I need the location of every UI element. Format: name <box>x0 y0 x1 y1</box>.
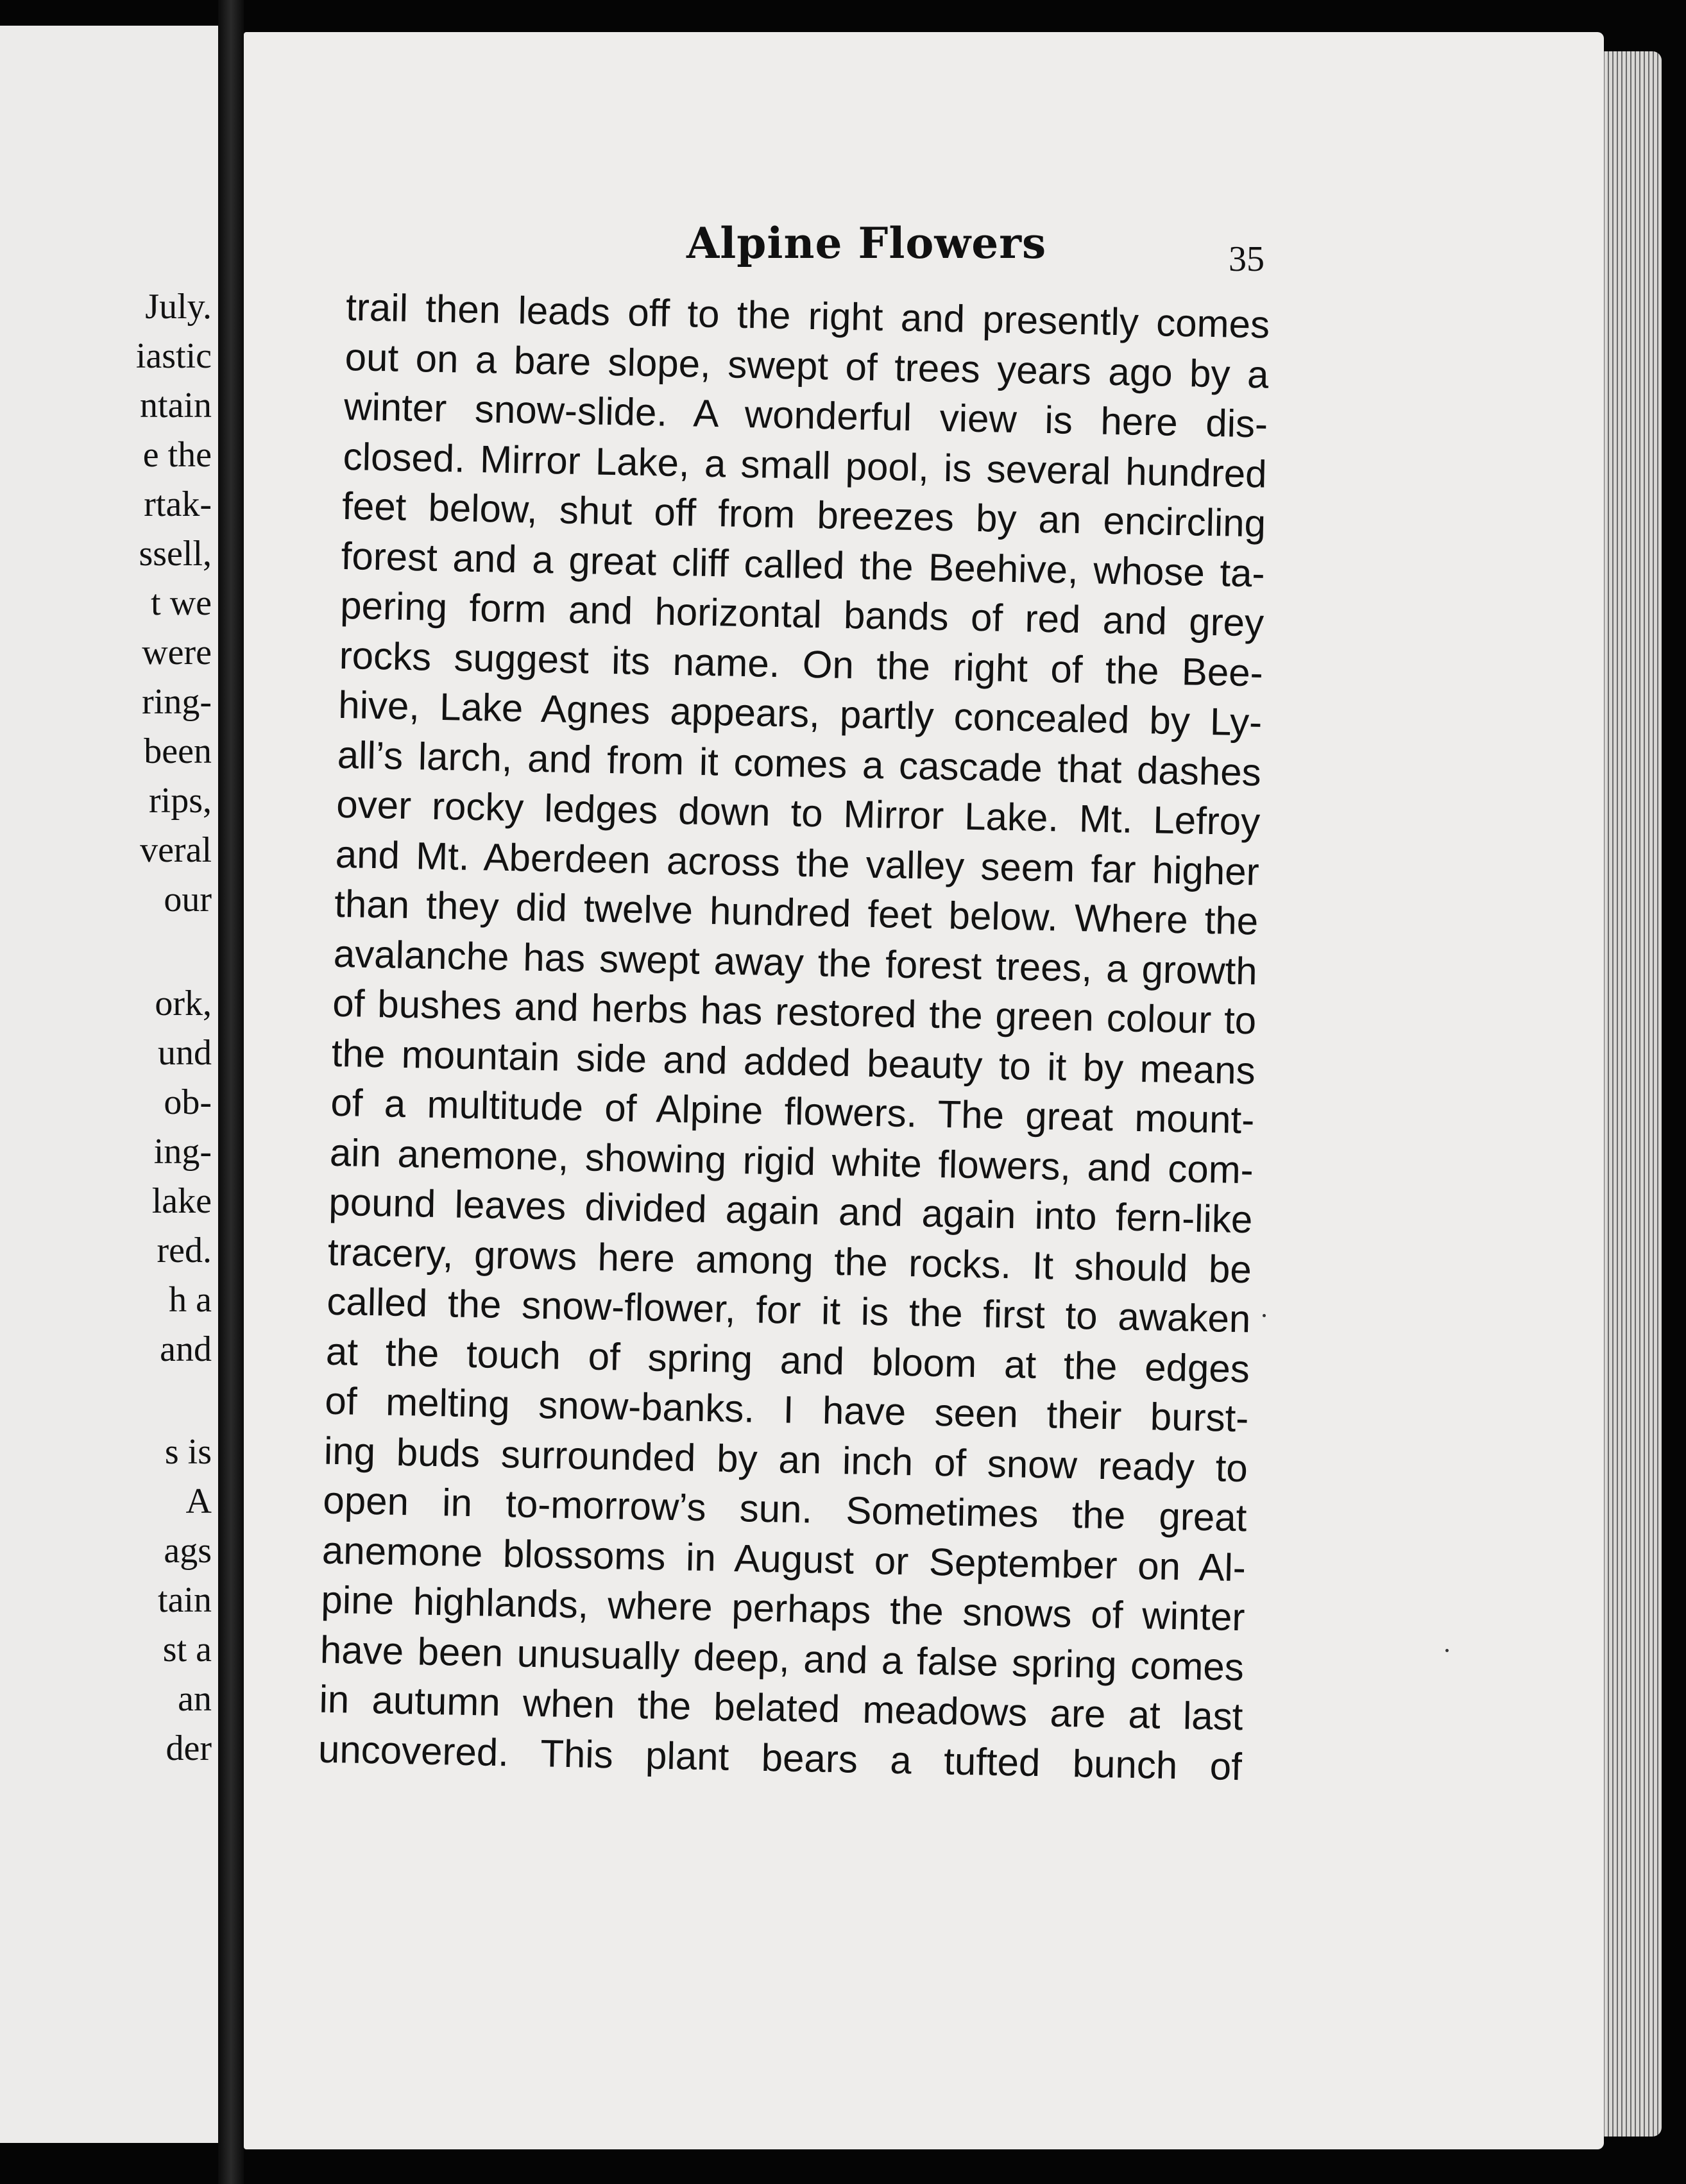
text-line: pine highlands, where perhaps the snows of winter <box>320 1578 1245 1639</box>
left-page-fragment: an <box>178 1679 212 1719</box>
running-head: Alpine Flowers <box>686 218 1047 268</box>
left-page-fragment: rips, <box>149 781 212 821</box>
text-line: pering form and horizontal bands of red and grey <box>339 583 1264 645</box>
left-page-fragment: tain <box>158 1580 212 1620</box>
left-page-fragment: ing- <box>153 1132 212 1172</box>
text-line: ing buds surrounded by an inch of snow ready to <box>323 1429 1248 1490</box>
left-page-fragment: t we <box>151 583 212 623</box>
text-line: called the snow-flower, for it is the first to awaken <box>326 1279 1251 1341</box>
page-number: 35 <box>1229 239 1264 279</box>
text-line: and Mt. Aberdeen across the valley seem far higher <box>335 832 1260 893</box>
left-page-fragment: ob- <box>164 1082 212 1122</box>
left-page-fragment: ssell, <box>139 534 212 574</box>
left-page-fragment: iastic <box>135 336 212 376</box>
text-line: ain anemone, showing rigid white flowers, and com- <box>329 1130 1254 1191</box>
left-page-fragment: und <box>158 1033 212 1073</box>
left-page-fragment: and <box>160 1329 212 1369</box>
text-line: out on a bare slope, swept of trees years ago by a <box>345 335 1270 397</box>
text-line: feet below, shut off from breezes by an encircling <box>341 484 1266 545</box>
left-page-fragment: our <box>164 880 212 919</box>
text-line: over rocky ledges down to Mirror Lake. Mt. Lefroy <box>336 782 1261 844</box>
left-page-fragment: ork, <box>155 984 212 1023</box>
left-page-fragment: red. <box>157 1231 212 1270</box>
left-page-fragment: ags <box>164 1531 212 1571</box>
left-page-fragment: A <box>185 1481 212 1521</box>
text-line: of melting snow-banks. I have seen their burst- <box>324 1379 1249 1440</box>
text-line: of bushes and herbs has restored the green colour to <box>332 981 1257 1043</box>
left-page-fragment: s is <box>164 1432 212 1472</box>
left-page-fragment: h a <box>169 1280 212 1320</box>
dust-speck <box>1263 1314 1266 1317</box>
text-line: anemone blossoms in August or September on Al- <box>321 1528 1247 1589</box>
text-line: hive, Lake Agnes appears, partly concealed by Ly- <box>337 683 1263 744</box>
left-page-fragment: veral <box>140 830 212 870</box>
left-page-fragment: ntain <box>140 386 212 425</box>
text-line: closed. Mirror Lake, a small pool, is several hundred <box>343 434 1268 496</box>
left-page-fragment: July. <box>145 287 212 327</box>
text-line: open in to-morrow’s sun. Sometimes the great <box>322 1478 1247 1540</box>
text-line: all’s larch, and from it comes a cascade that dashes <box>337 733 1262 794</box>
book-gutter <box>218 0 244 2184</box>
text-line: in autumn when the belated meadows are at last <box>318 1677 1243 1739</box>
text-line: at the touch of spring and bloom at the edges <box>325 1329 1250 1390</box>
text-line: the mountain side and added beauty to it by means <box>331 1031 1256 1092</box>
text-line: trail then leads off to the right and presently comes <box>345 285 1270 346</box>
body-text <box>318 282 1270 1791</box>
text-line: tracery, grows here among the rocks. It should be <box>327 1230 1252 1291</box>
left-page-fragment: st a <box>162 1630 212 1669</box>
text-line: uncovered. This plant bears a tufted bunch of <box>318 1727 1243 1788</box>
text-line: forest and a great cliff called the Beehive, whose ta- <box>341 534 1266 595</box>
left-page-fragment: ring- <box>142 682 212 722</box>
text-line: have been unusually deep, and a false spring comes <box>319 1628 1245 1689</box>
dust-speck <box>1445 1649 1449 1652</box>
left-page-fragment: lake <box>151 1181 212 1221</box>
left-page-fragment: were <box>142 633 212 672</box>
facing-page-left <box>0 26 220 2143</box>
left-page-fragment: rtak- <box>144 484 212 524</box>
text-line: than they did twelve hundred feet below. Where the <box>334 882 1259 943</box>
left-page-fragment: been <box>144 731 212 771</box>
text-line: of a multitude of Alpine flowers. The great mount- <box>330 1080 1255 1142</box>
text-line: avalanche has swept away the forest trees, a growth <box>333 932 1258 993</box>
text-line: pound leaves divided again and again into fern-like <box>328 1180 1253 1241</box>
text-line: rocks suggest its name. On the right of the Bee- <box>339 633 1264 695</box>
text-line: winter snow-slide. A wonderful view is here dis- <box>343 384 1268 446</box>
left-page-fragment: e the <box>142 435 212 475</box>
left-page-fragment: der <box>166 1728 212 1768</box>
